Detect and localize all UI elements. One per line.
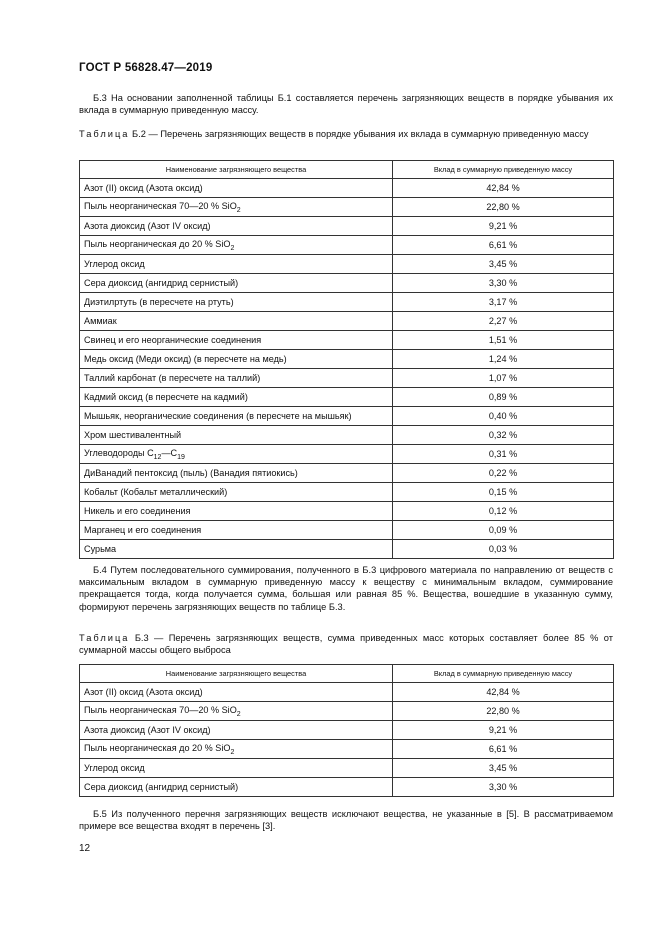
contribution-value: 9,21 % <box>393 217 614 236</box>
substance-name <box>80 483 393 502</box>
substance-name <box>80 274 393 293</box>
substance-name-text: Сера диоксид (ангидрид сернистый) <box>84 782 239 792</box>
table-b2 <box>79 160 614 559</box>
contribution-value: 0,15 % <box>393 483 614 502</box>
substance-name <box>80 198 393 217</box>
paragraph-b3: Б.3 На основании заполненной таблицы Б.1 составляется перечень загрязняющих веществ в порядке убывания их вклада в суммарную приведенную массу. <box>79 93 613 116</box>
subscript: 2 <box>236 710 241 718</box>
contribution-value: 0,31 % <box>393 445 614 464</box>
contribution-value: 0,12 % <box>393 502 614 521</box>
substance-name <box>80 426 393 445</box>
contribution-value: 3,45 % <box>393 255 614 274</box>
table-row <box>80 236 614 255</box>
substance-name-text: Диэтилртуть (в пересчете на ртуть) <box>84 297 234 307</box>
subscript: 2 <box>230 748 235 756</box>
substance-name-text: ДиВанадий пентоксид (пыль) (Ванадия пятиокись) <box>84 468 298 478</box>
table-row <box>80 274 614 293</box>
subscript: 19 <box>177 453 185 461</box>
table-row <box>80 540 614 559</box>
contribution-value: 0,89 % <box>393 388 614 407</box>
substance-name <box>80 369 393 388</box>
table-b2-caption <box>79 128 613 140</box>
substance-name-text: Азот (II) оксид (Азота оксид) <box>84 687 203 697</box>
contribution-value: 0,09 % <box>393 521 614 540</box>
substance-name <box>80 759 393 778</box>
table-b3-header-contribution: Вклад в суммарную приведенную массу <box>393 665 614 683</box>
table-row <box>80 179 614 198</box>
substance-name <box>80 217 393 236</box>
substance-name <box>80 331 393 350</box>
substance-name-text: Никель и его соединения <box>84 506 191 516</box>
table-row <box>80 198 614 217</box>
document-header: ГОСТ Р 56828.47—2019 <box>79 62 213 74</box>
substance-name <box>80 350 393 369</box>
contribution-value: 3,45 % <box>393 759 614 778</box>
table-row <box>80 331 614 350</box>
substance-name-text: Пыль неорганическая 70—20 % SiO <box>84 704 237 715</box>
substance-name <box>80 740 393 759</box>
substance-name-text: Медь оксид (Меди оксид) (в пересчете на медь) <box>84 354 287 364</box>
substance-name <box>80 179 393 198</box>
substance-name-text: Углерод оксид <box>84 763 145 773</box>
substance-name <box>80 521 393 540</box>
contribution-value: 22,80 % <box>393 198 614 217</box>
substance-name-text: Кобальт (Кобальт металлический) <box>84 487 228 497</box>
contribution-value: 22,80 % <box>393 702 614 721</box>
contribution-value: 2,27 % <box>393 312 614 331</box>
paragraph-b4: Б.4 Путем последовательного суммирования, полученного в Б.3 цифрового материала по направлению от веществ с максимальным вкладом в суммарную приведенную массу к веществу с минимальным вкладом, суммирование прекращается тогда, когда получается сумма, большая или равная 85 %. Вещества, вошедшие в указанную сумму, формируют перечень загрязняющих веществ по таблице Б.3. <box>79 565 613 612</box>
contribution-value: 9,21 % <box>393 721 614 740</box>
table-b2-caption-word: Таблица <box>79 129 130 139</box>
table-row <box>80 312 614 331</box>
substance-name <box>80 293 393 312</box>
substance-name-text: Мышьяк, неорганические соединения (в пересчете на мышьяк) <box>84 411 352 421</box>
contribution-value: 1,24 % <box>393 350 614 369</box>
substance-name <box>80 388 393 407</box>
table-row <box>80 483 614 502</box>
table-row <box>80 426 614 445</box>
substance-name-text: Свинец и его неорганические соединения <box>84 335 262 345</box>
substance-name-text: Углеводороды C <box>84 447 154 458</box>
contribution-value: 0,32 % <box>393 426 614 445</box>
table-row <box>80 521 614 540</box>
table-row <box>80 255 614 274</box>
substance-name-text: Таллий карбонат (в пересчете на таллий) <box>84 373 261 383</box>
table-b2-header-contribution: Вклад в суммарную приведенную массу <box>393 161 614 179</box>
substance-name-text: Азота диоксид (Азот IV оксид) <box>84 221 211 231</box>
table-row <box>80 445 614 464</box>
substance-name <box>80 540 393 559</box>
table-b3-caption-word: Таблица <box>79 633 130 643</box>
substance-name-text: Азота диоксид (Азот IV оксид) <box>84 725 211 735</box>
contribution-value: 0,03 % <box>393 540 614 559</box>
table-row <box>80 721 614 740</box>
contribution-value: 6,61 % <box>393 236 614 255</box>
substance-name <box>80 683 393 702</box>
contribution-value: 1,51 % <box>393 331 614 350</box>
table-row <box>80 683 614 702</box>
table-row <box>80 778 614 797</box>
substance-name-text: Марганец и его соединения <box>84 525 202 535</box>
contribution-value: 42,84 % <box>393 683 614 702</box>
substance-name-text: Пыль неорганическая 70—20 % SiO <box>84 200 237 211</box>
substance-name <box>80 445 393 464</box>
substance-name <box>80 236 393 255</box>
contribution-value: 3,30 % <box>393 778 614 797</box>
substance-name <box>80 464 393 483</box>
table-b2-header-name: Наименование загрязняющего вещества <box>80 161 393 179</box>
substance-name-text: Пыль неорганическая до 20 % SiO <box>84 238 231 249</box>
substance-name-text: Углерод оксид <box>84 259 145 269</box>
contribution-value: 1,07 % <box>393 369 614 388</box>
subscript: 12 <box>153 453 162 461</box>
substance-name <box>80 407 393 426</box>
substance-name-text: Аммиак <box>84 316 117 326</box>
table-row <box>80 293 614 312</box>
contribution-value: 42,84 % <box>393 179 614 198</box>
substance-name-text: Азот (II) оксид (Азота оксид) <box>84 183 203 193</box>
table-row <box>80 759 614 778</box>
table-row <box>80 388 614 407</box>
page-number: 12 <box>79 843 91 854</box>
subscript: 2 <box>230 244 235 252</box>
substance-name-text: Пыль неорганическая до 20 % SiO <box>84 742 231 753</box>
table-row <box>80 369 614 388</box>
table-b2-caption-text: Б.2 — Перечень загрязняющих веществ в порядке убывания их вклада в суммарную приведенную массу <box>132 129 589 139</box>
substance-name-text: Кадмий оксид (в пересчете на кадмий) <box>84 392 248 402</box>
substance-name-text-cont: —C <box>161 447 178 458</box>
table-row <box>80 217 614 236</box>
contribution-value: 6,61 % <box>393 740 614 759</box>
contribution-value: 3,30 % <box>393 274 614 293</box>
table-b3 <box>79 664 614 797</box>
subscript: 2 <box>236 206 241 214</box>
contribution-value: 0,40 % <box>393 407 614 426</box>
substance-name <box>80 502 393 521</box>
table-row <box>80 502 614 521</box>
table-b3-header-name: Наименование загрязняющего вещества <box>80 665 393 683</box>
table-row <box>80 407 614 426</box>
paragraph-b5: Б.5 Из полученного перечня загрязняющих веществ исключают вещества, не указанные в [5]. В рассматриваемом примере все вещества входят в перечень [3]. <box>79 809 613 832</box>
table-b3-caption <box>79 632 613 656</box>
table-row <box>80 740 614 759</box>
contribution-value: 3,17 % <box>393 293 614 312</box>
contribution-value: 0,22 % <box>393 464 614 483</box>
substance-name-text: Сера диоксид (ангидрид сернистый) <box>84 278 239 288</box>
table-row <box>80 702 614 721</box>
substance-name <box>80 778 393 797</box>
table-b3-caption-text: Б.3 — Перечень загрязняющих веществ, сумма приведенных масс которых составляет более 85 % от суммарной массы общего выброса <box>79 633 613 656</box>
substance-name <box>80 721 393 740</box>
substance-name <box>80 312 393 331</box>
substance-name-text: Сурьма <box>84 544 117 554</box>
table-row <box>80 464 614 483</box>
substance-name <box>80 255 393 274</box>
substance-name <box>80 702 393 721</box>
substance-name-text: Хром шестивалентный <box>84 430 182 440</box>
table-row <box>80 350 614 369</box>
